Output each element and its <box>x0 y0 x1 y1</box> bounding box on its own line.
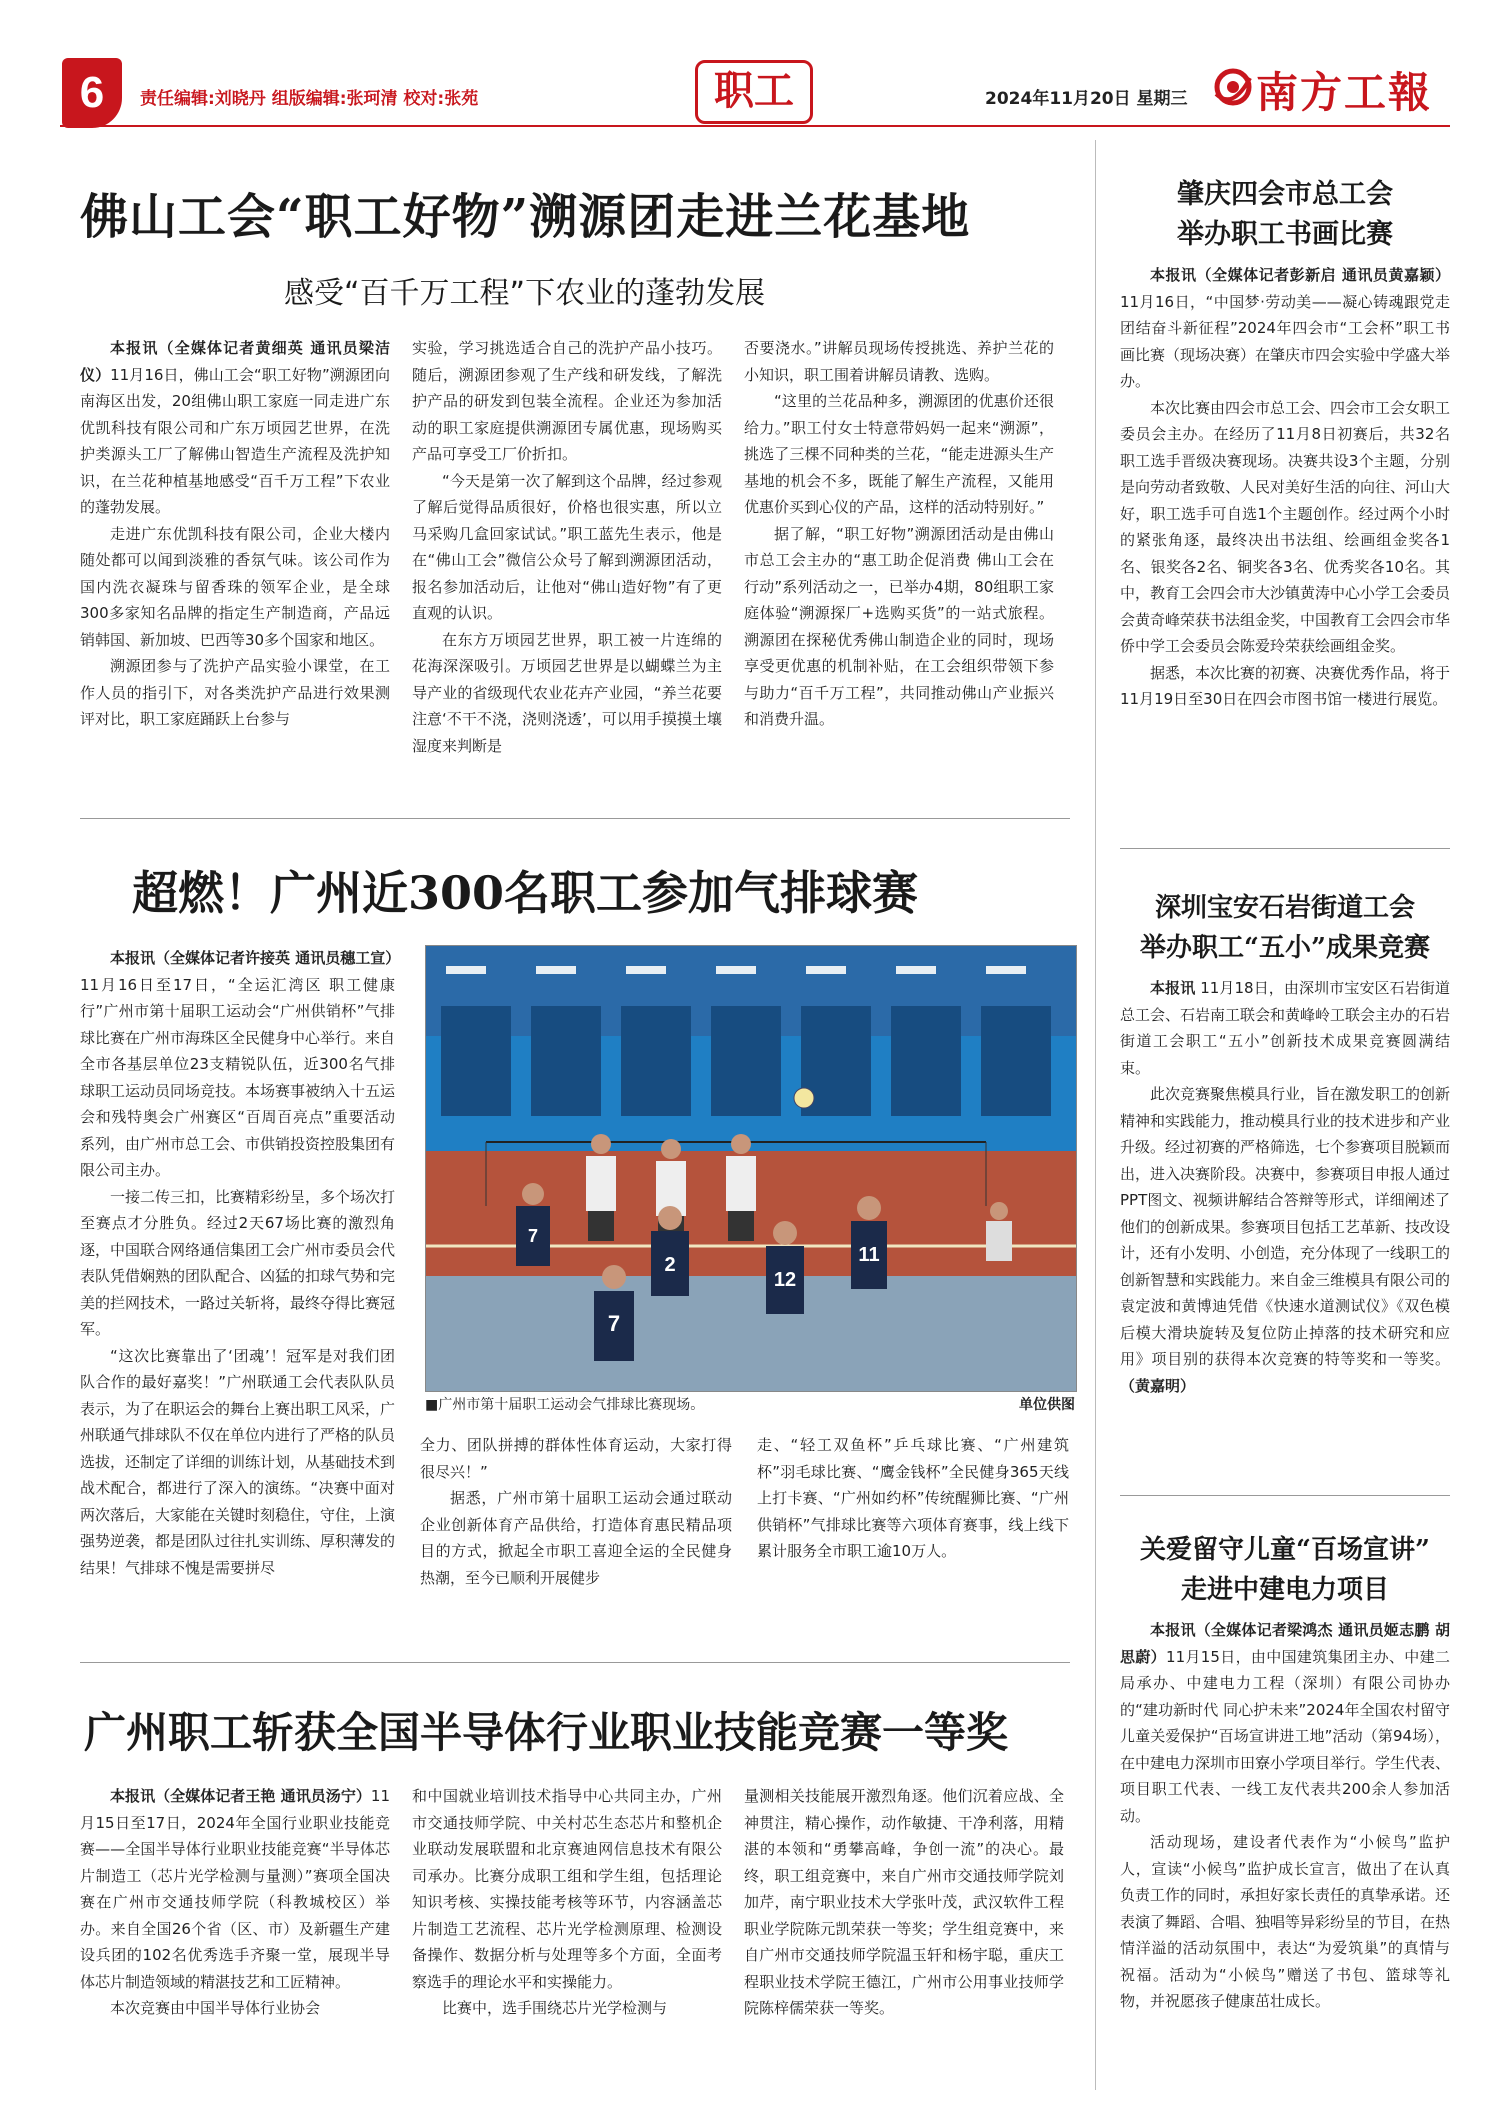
section-label: 职工 <box>695 60 813 124</box>
sidebar1-para: 据悉，本次比赛的初赛、决赛优秀作品，将于11月19日至30日在四会市图书馆一楼进行展览。 <box>1120 663 1451 708</box>
article2-para: 全力、团队拼搏的群体性体育运动，大家打得很尽兴！” <box>420 1436 732 1481</box>
article2-para: 走、“轻工双鱼杯”乒乓球比赛、“广州建筑杯”羽毛球比赛、“鹰金钱杯”全民健身365天线上打卡赛、“广州如约杯”传统醒狮比赛、“广州供销杯”气排球比赛等六项体育赛事，线上线下累计服务全市职工逾10万人。 <box>757 1436 1069 1560</box>
article1-para: 溯源团参与了洗护产品实验小课堂，在工作人员的指引下，对各类洗护产品进行效果测评对比，职工家庭踊跃上台参与 <box>80 657 390 728</box>
sidebar3-para: 11月15日，由中国建筑集团主办、中建二局承办、中建电力工程（深圳）有限公司协办的“建功新时代 同心护未来”2024年全国农村留守儿童关爱保护“百场宣讲进工地”活动（第94场），在中建电力深圳市田寮小学项目举行。学生代表、项目职工代表、一线工友代表共200余人参加活动。 <box>1120 1647 1451 1825</box>
article3-para: 量测相关技能展开激烈角逐。他们沉着应战、全神贯注，精心操作，动作敏捷、干净利落，用精湛的本领和“勇攀高峰，争创一流”的决心。最终，职工组竞赛中，来自广州市交通技师学院刘加芹，南宁职业技术大学张叶茂，武汉软件工程职业学院陈元凯荣获一等奖；学生组竞赛中，来自广州市交通技师学院温玉轩和杨宇聪，重庆工程职业技术学院王德江，广州市公用事业技师学院陈梓儒荣获一等奖。 <box>744 1787 1064 2017</box>
divider <box>1120 1495 1450 1496</box>
article1-col2 <box>412 335 722 759</box>
jersey-number: 11 <box>858 1244 880 1266</box>
article2-col1 <box>80 945 401 1581</box>
sidebar2-para: 此次竞赛聚焦模具行业，旨在激发职工的创新精神和实践能力，推动模具行业的技术进步和产业升级。经过初赛的严格筛选，七个参赛项目脱颖而出，进入决赛阶段。决赛中，参赛项目申报人通过PPT图文、视频讲解结合答辩等形式，详细阐述了他们的创新成果。参赛项目包括工艺革新、技改设计，还有小发明、小创造，充分体现了一线职工的创新智慧和实践能力。来自金三维模具有限公司的袁定波和黄博迪凭借《快速水道测试仪》《双色模后模大滑块旋转及复位防止掉落的技术研究和应用》项目别的获得本次竞赛的特等奖和一等奖。 <box>1120 1085 1451 1368</box>
jersey-number: 7 <box>607 1311 621 1336</box>
sidebar3-para: 活动现场，建设者代表作为“小候鸟”监护人，宣读“小候鸟”监护成长宣言，做出了在认真负责工作的同时，承担好家长责任的真挚承诺。还表演了舞蹈、合唱、独唱等异彩纷呈的节目，在热情洋溢的活动氛围中，表达“为爱筑巢”的真情与祝福。活动为“小候鸟”赠送了书包、篮球等礼物，并祝愿孩子健康茁壮成长。 <box>1120 1833 1451 2010</box>
sidebar2-lead: 本报讯 <box>1150 979 1196 997</box>
article3-lead: 本报讯（全媒体记者王艳 通讯员汤宁） <box>110 1787 371 1805</box>
article3-para: 本次竞赛由中国半导体行业协会 <box>110 1999 321 2017</box>
photo-credit: 单位供图 <box>1019 1397 1075 1413</box>
sidebar2-body <box>1120 975 1450 1399</box>
page-number: 6 <box>62 58 122 128</box>
article2-para: 11月16日至17日，“全运汇湾区 职工健康行”广州市第十届职工运动会“广州供销杯”气排球比赛在广州市海珠区全民健身中心举行。来自全市各基层单位23支精锐队伍，近300名气排球职工运动员同场竞技。本场赛事被纳入十五运会和残特奥会广州赛区“百周百亮点”重要活动系列，由广州市总工会、市供销投资控股集团有限公司主办。 <box>80 975 396 1179</box>
sidebar1-lead: 本报讯（全媒体记者彭新启 通讯员黄嘉颖） <box>1150 266 1450 284</box>
volleyball-photo <box>425 945 1077 1392</box>
article2-col3 <box>757 1432 1069 1565</box>
article2-lead: 本报讯（全媒体记者许接英 通讯员穗工宣） <box>110 949 401 967</box>
article1-para: 在东方万顷园艺世界，职工被一片连绵的花海深深吸引。万顷园艺世界是以蝴蝶兰为主导产业的省级现代农业花卉产业园，“养兰花要注意‘不干不浇，浇则浇透’，可以用手摸摸土壤湿度来判断是 <box>412 630 722 755</box>
photo-caption: ■广州市第十届职工运动会气排球比赛现场。 <box>425 1397 705 1413</box>
newspaper-logo-icon <box>1212 64 1254 114</box>
article3-para: 比赛中，选手围绕芯片光学检测与 <box>442 1999 668 2017</box>
sidebar3-headline: 关爱留守儿童“百场宣讲” 走进中建电力项目 <box>1140 1535 1430 1605</box>
article3-para: 11月15日至17日，2024年全国行业职业技能竞赛——全国半导体行业职业技能竞赛“半导体芯片制造工（芯片光学检测与量测）”赛项全国决赛在广州市交通技师学院（科教城校区）举办。来自全国26个省（区、市）及新疆生产建设兵团的102名优秀选手齐聚一堂，展现半导体芯片制造领域的精湛技艺和工匠精神。 <box>80 1787 390 1991</box>
photo-caption-row <box>425 1394 1075 1422</box>
article1-col3 <box>744 335 1054 733</box>
article1-subheadline: 感受“百千万工程”下农业的蓬勃发展 <box>284 276 766 311</box>
article1-para: 11月16日，佛山工会“职工好物”溯源团向南海区出发，20组佛山职工家庭一同走进广东优凯科技有限公司和广东万顷园艺世界，在洗护类源头工厂了解佛山智造生产流程及洗护知识，在兰花种植基地感受“百千万工程”下农业的蓬勃发展。 <box>80 365 390 516</box>
article3-col3 <box>744 1783 1064 2022</box>
editor-credits: 责任编辑:刘晓丹 组版编辑:张珂清 校对:张苑 <box>140 89 479 109</box>
sidebar2-headline: 深圳宝安石岩街道工会 举办职工“五小”成果竞赛 <box>1140 893 1430 963</box>
article3-headline: 广州职工斩获全国半导体行业职业技能竞赛一等奖 <box>84 1708 1009 1757</box>
article1-col1 <box>80 335 390 733</box>
article1-headline: 佛山工会“职工好物”溯源团走进兰花基地 <box>80 189 971 245</box>
divider <box>1120 848 1450 849</box>
issue-date: 2024年11月20日 星期三 <box>985 89 1188 109</box>
jersey-number: 7 <box>527 1226 539 1246</box>
column-divider <box>1095 140 1096 2090</box>
article2-para: 一接二传三扣，比赛精彩纷呈，多个场次打至赛点才分胜负。经过2天67场比赛的激烈角逐，中国联合网络通信集团工会广州市委员会代表队凭借娴熟的团队配合、凶猛的扣球气势和完美的拦网技术，一路过关斩将，最终夺得比赛冠军。 <box>80 1187 396 1338</box>
article2-headline: 超燃！广州近300名职工参加气排球赛 <box>132 866 919 920</box>
newspaper-logo: 南方工報 <box>1256 68 1433 117</box>
sidebar1-para: 本次比赛由四会市总工会、四会市工会女职工委员会主办。在经历了11月8日初赛后，共32名职工选手晋级决赛现场。决赛共设3个主题，分别是向劳动者致敬、人民对美好生活的向往、河山大好，职工选手可自选1个主题创作。经过两个小时的紧张角逐，最终决出书法组、绘画组金奖各1名、银奖各2名、铜奖各3名、优秀奖各10名。其中，教育工会四会市大沙镇黄涛中心小学工会委员会黄奇峰荣获书法组金奖，中国教育工会四会市华侨中学工会委员会陈爱玲荣获绘画组金奖。 <box>1120 398 1451 655</box>
article1-para: “这里的兰花品种多，溯源团的优惠价还很给力。”职工付女士特意带妈妈一起来“溯源”，挑选了三棵不同种类的兰花，“能走进源头生产基地的机会不多，既能了解生产流程，又能用优惠价买到心仪的产品，这样的活动特别好。” <box>744 392 1054 516</box>
article2-para: 据悉，广州市第十届职工运动会通过联动企业创新体育产品供给，打造体育惠民精品项目的方式，掀起全市职工喜迎全运的全民健身热潮，至今已顺利开展健步 <box>420 1489 732 1587</box>
article1-para: 实验，学习挑选适合自己的洗护产品小技巧。随后，溯源团参观了生产线和研发线，了解洗护产品的研发到包装全流程。企业还为参加活动的职工家庭提供溯源团专属优惠，现场购买产品可享受工厂价折扣。 <box>412 339 722 463</box>
article1-para: 否要浇水。”讲解员现场传授挑选、养护兰花的小知识，职工围着讲解员请教、选购。 <box>744 339 1054 384</box>
sidebar2-para: 11月18日，由深圳市宝安区石岩街道总工会、石岩南工联会和黄峰岭工联会主办的石岩街道工会职工“五小”创新技术成果竞赛圆满结束。 <box>1120 979 1451 1077</box>
sidebar3-lead: 本报讯（全媒体记者梁鸿杰 通讯员姬志鹏 胡思蔚） <box>1120 1621 1450 1666</box>
divider <box>80 1662 1070 1663</box>
sidebar1-headline: 肇庆四会市总工会 举办职工书画比赛 <box>1177 179 1393 250</box>
article1-lead: 本报讯（全媒体记者黄细英 通讯员梁洁仪） <box>80 339 390 384</box>
sidebar1-body <box>1120 262 1450 713</box>
jersey-number: 12 <box>773 1269 797 1291</box>
sidebar3-body <box>1120 1617 1450 2015</box>
article1-para: “今天是第一次了解到这个品牌，经过参观了解后觉得品质很好，价格也很实惠，所以立马采购几盒回家试试。”职工蓝先生表示，他是在“佛山工会”微信公众号了解到溯源团活动，报名参加活动后，让他对“佛山造好物”有了更直观的认识。 <box>412 471 722 622</box>
article3-col1 <box>80 1783 390 2022</box>
sidebar2-byline: （黄嘉明） <box>1120 1376 1196 1395</box>
divider <box>80 818 1070 819</box>
article2-col2 <box>420 1432 732 1591</box>
article1-para: 据了解，“职工好物”溯源团活动是由佛山市总工会主办的“惠工助企促消费 佛山工会在行动”系列活动之一，已举办4期，80组职工家庭体验“溯源探厂+选购买货”的一站式旅程。溯源团在探秘优秀佛山制造企业的同时，现场享受更优惠的机制补贴，在工会组织带领下参与助力“百千万工程”，共同推动佛山产业振兴和消费升温。 <box>744 524 1054 728</box>
article1-para: 走进广东优凯科技有限公司，企业大楼内随处都可以闻到淡雅的香氛气味。该公司作为国内洗衣凝珠与留香珠的领军企业，是全球300多家知名品牌的指定生产制造商，产品远销韩国、新加坡、巴西等30多个国家和地区。 <box>80 524 390 649</box>
sidebar1-para: 11月16日，“中国梦·劳动美——凝心铸魂跟党走 团结奋斗新征程”2024年四会市“工会杯”职工书画比赛（现场决赛）在肇庆市四会实验中学盛大举办。 <box>1120 292 1451 390</box>
header-rule <box>60 125 1450 127</box>
article2-para: “这次比赛靠出了‘团魂’！冠军是对我们团队合作的最好嘉奖！”广州联通工会代表队队员表示，为了在职运会的舞台上赛出职工风采，广州联通气排球队不仅在单位内进行了严格的队员选拔，还制定了详细的训练计划，从基础技术到战术配合，都进行了深入的演练。“决赛中面对两次落后，大家能在关键时刻稳住，守住，上演强势逆袭，都是团队过往扎实训练、厚积薄发的结果！气排球不愧是需要拼尽 <box>80 1346 396 1577</box>
article3-col2 <box>412 1783 722 2022</box>
jersey-number: 2 <box>664 1254 676 1276</box>
article3-para: 和中国就业培训技术指导中心共同主办，广州市交通技师学院、中关村芯生态芯片和整机企业联动发展联盟和北京赛迪网信息技术有限公司承办。比赛分成职工组和学生组，包括理论知识考核、实操技能考核等环节，内容涵盖芯片制造工艺流程、芯片光学检测原理、检测设备操作、数据分析与处理等多个方面，全面考察选手的理论水平和实操能力。 <box>412 1787 722 1991</box>
